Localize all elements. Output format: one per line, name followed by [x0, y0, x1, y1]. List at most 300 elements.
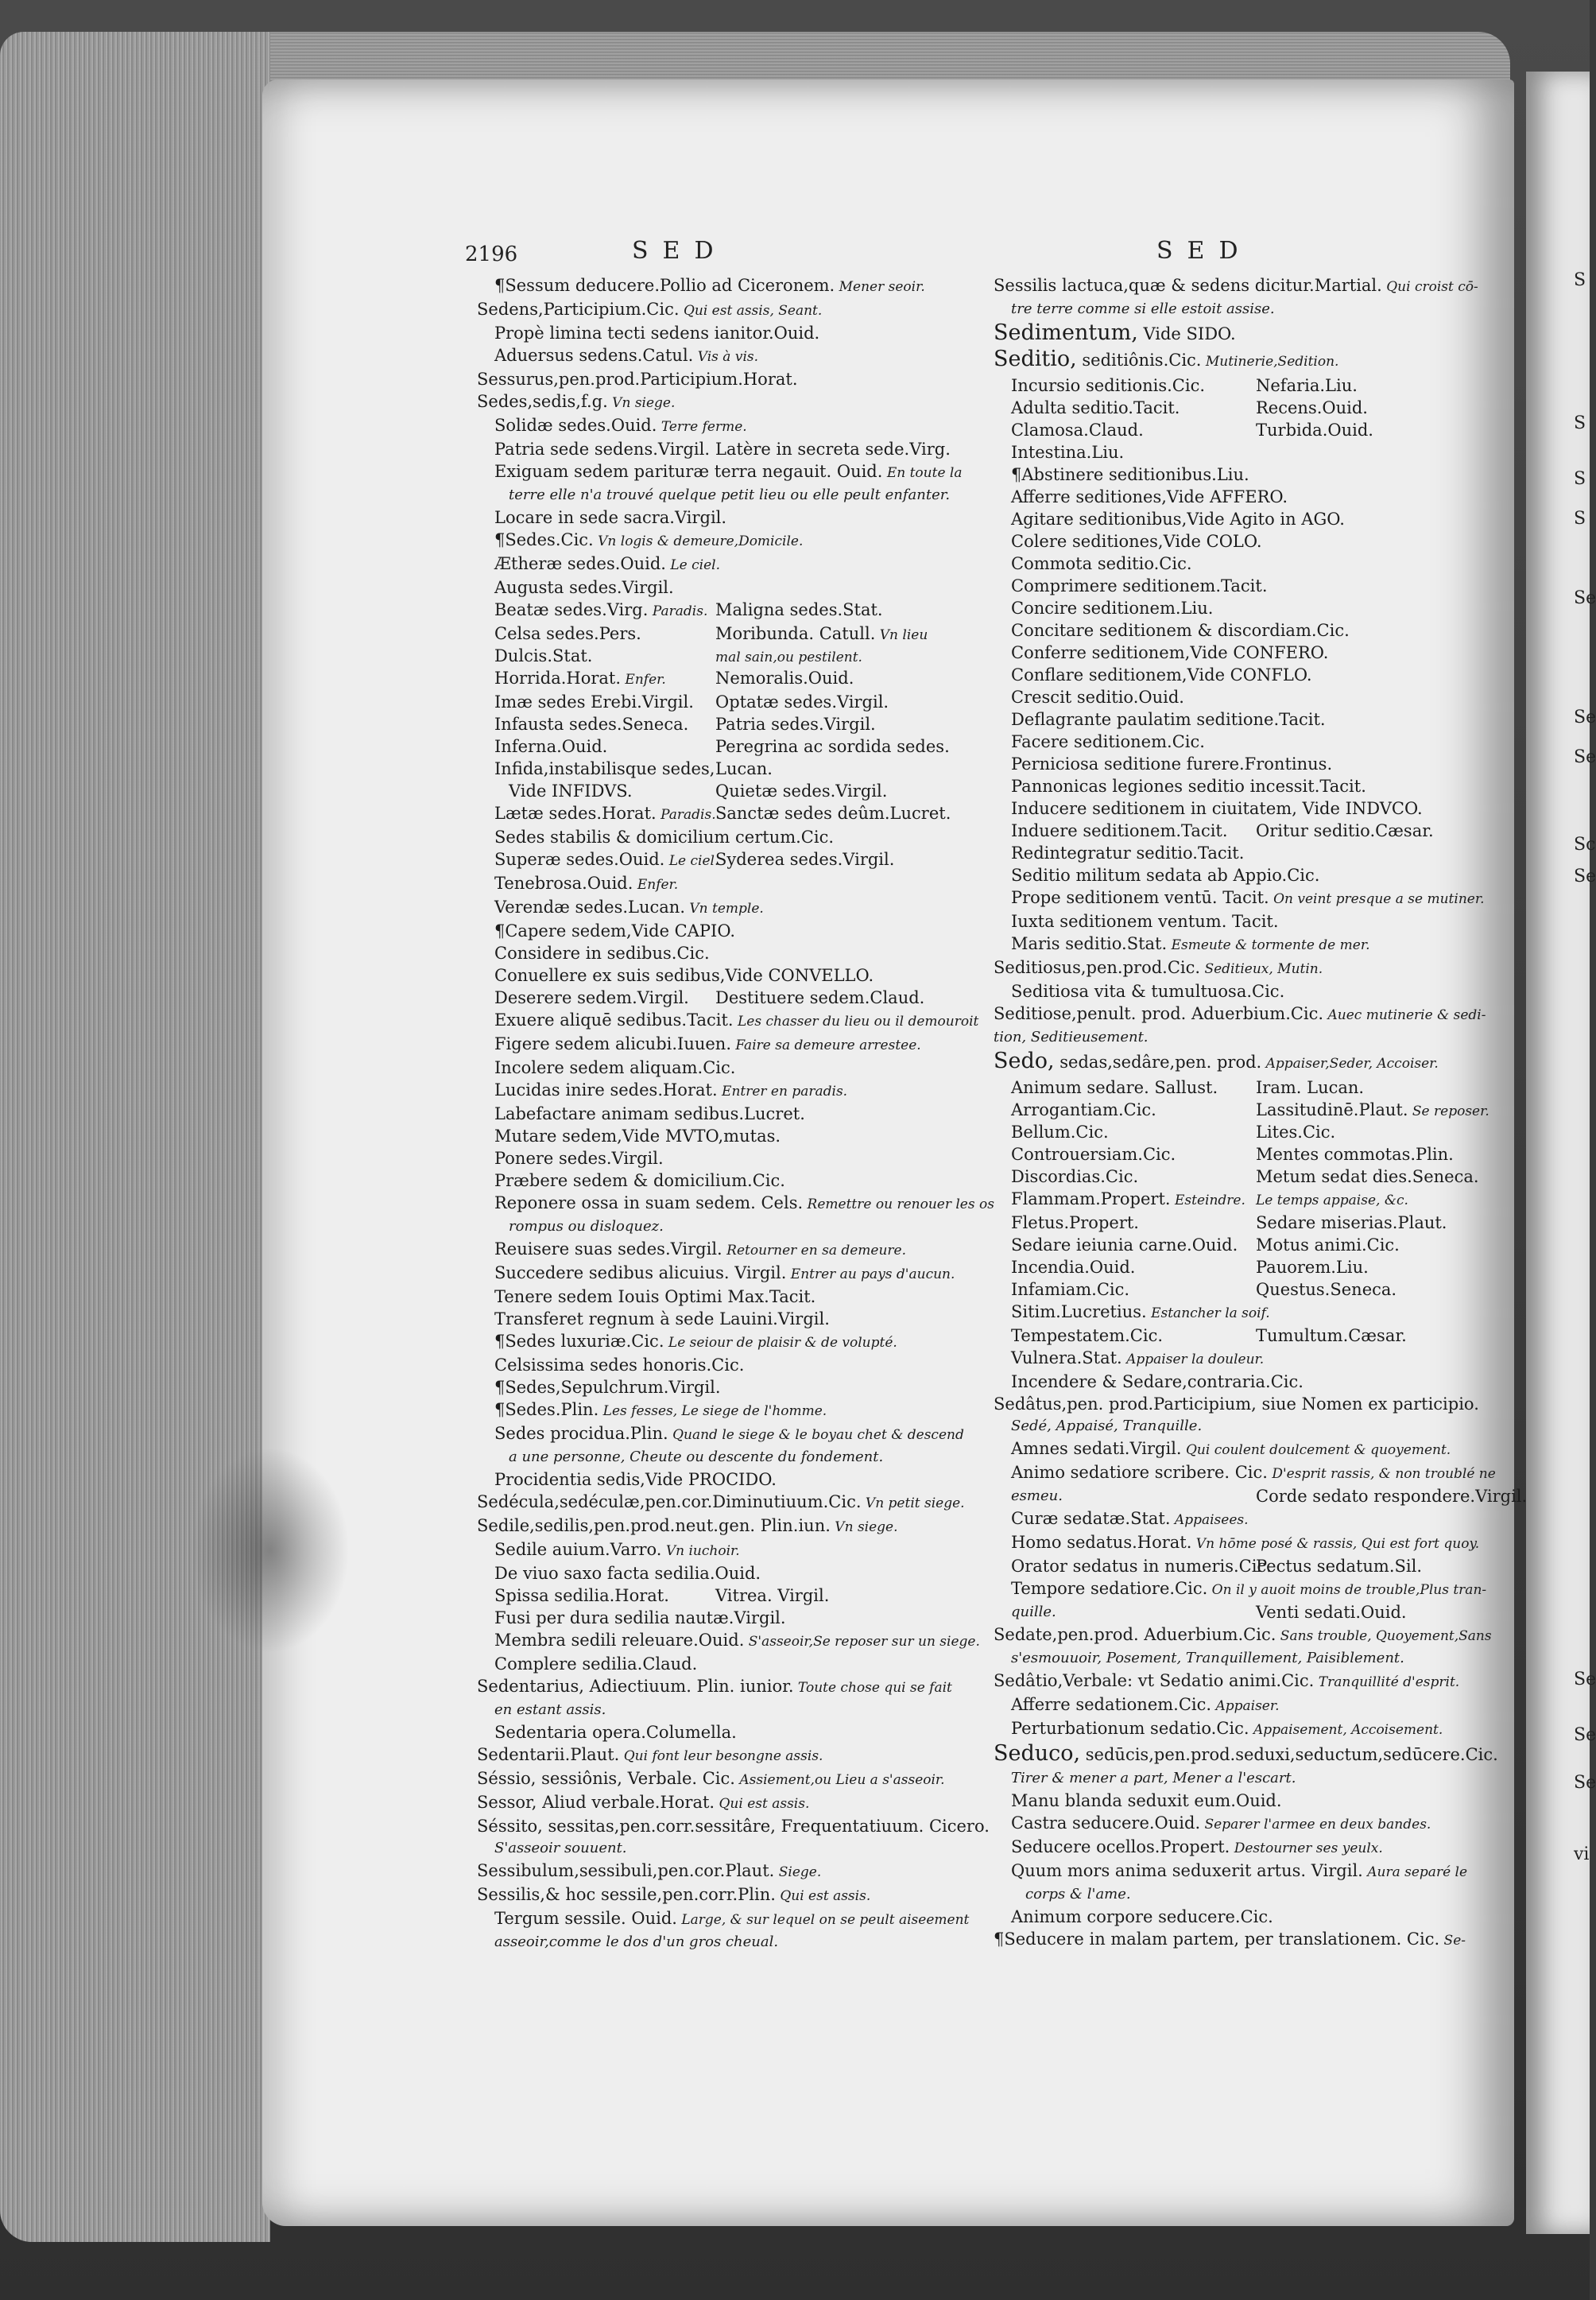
dictionary-entry: [994, 486, 1455, 508]
entry-text: Tempore sedatiore.Cic.: [1011, 1579, 1208, 1598]
french-gloss: Entrer en paradis.: [717, 1084, 848, 1100]
french-gloss: Esteindre.: [1170, 1193, 1245, 1208]
entry-continuation: seditiônis.Cic.: [1076, 351, 1202, 370]
entry-text: Considere in sedibus.Cic.: [494, 944, 710, 963]
entry-text: Sedentaria opera.Columella.: [494, 1723, 737, 1742]
dictionary-entry: [994, 886, 1485, 910]
entry-text: Incendere & Sedare,contraria.Cic.: [1011, 1372, 1304, 1391]
dictionary-entry: [994, 597, 1455, 619]
entry-text: Adulta seditio.Tacit.: [1011, 398, 1180, 417]
dictionary-entry: [994, 1647, 1455, 1670]
entry-text: Sedentarius, Adiectiuum. Plin. iunior.: [477, 1677, 794, 1696]
french-gloss: Aura separé le: [1362, 1864, 1468, 1880]
dictionary-entry: [994, 664, 1455, 686]
entry-text: Redintegratur seditio.Tacit.: [1011, 844, 1245, 863]
french-gloss: Enfer.: [621, 672, 666, 688]
subcolumn-text: Oritur seditio.Cæsar.: [1256, 821, 1434, 840]
subcolumn-text: Nemoralis.Ouid.: [715, 669, 854, 688]
second-subcolumn-entry: [715, 848, 894, 871]
dictionary-entry: [994, 1928, 1466, 1952]
dictionary-entry: [994, 619, 1455, 642]
entry-text: Infamiam.Cic.: [1011, 1280, 1130, 1299]
dictionary-entry: [994, 1143, 1455, 1166]
entry-text: Reponere ossa in suam sedem. Cels.: [494, 1193, 804, 1212]
entry-text: Iuxta seditionem ventum. Tacit.: [1011, 912, 1279, 931]
entry-text: Celsissima sedes honoris.Cic.: [494, 1356, 745, 1375]
entry-text: Intestina.Liu.: [1011, 443, 1125, 462]
french-gloss: Retourner en sa demeure.: [722, 1243, 907, 1259]
entry-text: Séssio, sessiônis, Verbale. Cic.: [477, 1769, 735, 1788]
entry-text: Discordias.Cic.: [1011, 1167, 1139, 1186]
dictionary-entry: [477, 896, 954, 920]
entry-text: Seditio militum sedata ab Appio.Cic.: [1011, 866, 1320, 885]
second-subcolumn-entry: [715, 802, 951, 824]
dictionary-entry: [477, 872, 954, 896]
entry-text: Sedentarii.Plaut.: [477, 1745, 620, 1764]
entry-text: Comprimere seditionem.Tacit.: [1011, 576, 1268, 595]
french-gloss: D'esprit rassis, & non troublé ne: [1267, 1466, 1496, 1482]
entry-text: Tempestatem.Cic.: [1011, 1326, 1163, 1345]
dictionary-entry: [477, 438, 954, 460]
entry-text: ¶Sedes.Plin.: [494, 1400, 599, 1419]
french-gloss: Sans trouble, Quoyement,Sans: [1276, 1628, 1492, 1644]
french-gloss: Enfer.: [633, 877, 679, 893]
dictionary-entry: [994, 575, 1455, 597]
entry-text: Infausta sedes.Seneca.: [494, 715, 689, 734]
entry-text: Incendia.Ouid.: [1011, 1258, 1136, 1277]
french-gloss: Vn hōme posé & rassis, Qui est fort quoy.: [1191, 1536, 1480, 1552]
dictionary-entry: [994, 1003, 1486, 1026]
entry-text: Celsa sedes.Pers.: [494, 624, 641, 643]
facing-page-fragment: Se: [1574, 867, 1596, 886]
entry-text: ¶Seducere in malam partem, per translationem. Cic.: [994, 1930, 1440, 1949]
entry-text: Perturbationum sedatio.Cic.: [1011, 1719, 1249, 1738]
facing-page-fragment: Se: [1574, 747, 1596, 767]
entry-text: Homo sedatus.Horat.: [1011, 1533, 1192, 1552]
dictionary-entry: [994, 1234, 1455, 1256]
dictionary-entry: [477, 1238, 954, 1262]
entry-text: Exiguam sedem parituræ terra negauit. Ouid.: [494, 462, 883, 481]
book-page-edges: [0, 32, 270, 2242]
entry-text: Seditiosa vita & tumultuosa.Cic.: [1011, 982, 1285, 1001]
dictionary-entry: [994, 1790, 1455, 1812]
entry-text: Complere sedilia.Claud.: [494, 1654, 698, 1674]
entry-text: Ætheræ sedes.Ouid.: [494, 554, 666, 573]
entry-text: Manu blanda seduxit eum.Ouid.: [1011, 1791, 1282, 1810]
dictionary-entry: [994, 1461, 1496, 1485]
dictionary-entry: [994, 298, 1455, 320]
dictionary-entry: [477, 735, 954, 758]
entry-text: Augusta sedes.Virgil.: [494, 578, 674, 597]
entry-text: Castra seducere.Ouid.: [1011, 1813, 1201, 1833]
entry-text: Vide INFIDVS.: [509, 782, 633, 801]
dictionary-entry: [477, 691, 954, 713]
subcolumn-text: Recens.Ouid.: [1256, 398, 1368, 417]
entry-text: Sedile,sedilis,pen.prod.neut.gen. Plin.iun.: [477, 1516, 831, 1535]
french-gloss: Toute chose qui se fait: [793, 1680, 952, 1696]
french-gloss: Qui font leur besongne assis.: [619, 1748, 823, 1764]
dictionary-entry: [477, 802, 954, 826]
facing-page-fragment: Se: [1574, 708, 1596, 727]
dictionary-entry: [994, 1278, 1455, 1301]
entry-text: Concitare seditionem & discordiam.Cic.: [1011, 621, 1350, 640]
french-gloss: Vn siege.: [607, 395, 676, 411]
dictionary-entry: [477, 1721, 954, 1743]
subcolumn-text: Destituere sedem.Claud.: [715, 988, 925, 1007]
entry-text: Sedo,: [994, 1049, 1055, 1073]
dictionary-entry: [994, 1555, 1455, 1577]
subcolumn-gloss: Vn lieu: [875, 627, 928, 643]
french-gloss: Faire sa demeure arrestee.: [731, 1038, 921, 1053]
second-subcolumn-entry: [1256, 1278, 1396, 1301]
entry-text: Fusi per dura sedilia nautæ.Virgil.: [494, 1608, 786, 1627]
entry-text: Animo sedatiore scribere. Cic.: [1011, 1463, 1268, 1482]
entry-text: Animum sedare. Sallust.: [1011, 1078, 1218, 1097]
second-subcolumn-entry: [715, 735, 950, 758]
entry-text: Colere seditiones,Vide COLO.: [1011, 532, 1262, 551]
dictionary-entry: [994, 797, 1455, 820]
subcolumn-text: Venti sedati.Ouid.: [1256, 1603, 1407, 1622]
dictionary-entry: [477, 506, 954, 529]
dictionary-entry: [994, 530, 1455, 553]
subcolumn-text: Iram. Lucan.: [1256, 1078, 1365, 1097]
facing-page-fragment: S: [1574, 509, 1586, 529]
entry-text: Reuisere suas sedes.Virgil.: [494, 1239, 722, 1259]
second-subcolumn-entry: [1256, 1166, 1479, 1188]
dictionary-entry: [994, 1883, 1455, 1906]
dictionary-entry: [477, 1192, 994, 1216]
facing-page-fragment: Sc: [1574, 835, 1596, 855]
dictionary-entry: [477, 1607, 954, 1629]
dictionary-entry: [477, 1767, 954, 1791]
entry-text: esmeu.: [1011, 1487, 1063, 1504]
dictionary-entry: [477, 576, 954, 599]
subcolumn-text: Corde sedato respondere.Virgil.: [1256, 1487, 1528, 1506]
dictionary-entry: [994, 1670, 1460, 1693]
dictionary-entry: [477, 274, 954, 298]
entry-text: Dulcis.Stat.: [494, 646, 593, 665]
dictionary-entry: [994, 1049, 1455, 1076]
second-subcolumn-entry: [1256, 1212, 1447, 1234]
dictionary-entry: [477, 1743, 954, 1767]
entry-text: Solidæ sedes.Ouid.: [494, 416, 657, 435]
french-gloss: Qui est assis.: [715, 1796, 810, 1812]
dictionary-entry: [994, 775, 1455, 797]
entry-text: Maris seditio.Stat.: [1011, 934, 1168, 953]
dictionary-entry: [994, 1717, 1455, 1741]
second-subcolumn-entry: [715, 623, 928, 646]
entry-text: Sessilis lactuca,quæ & sedens dicitur.Martial.: [994, 276, 1382, 295]
subcolumn-text: Lucan.: [715, 759, 773, 778]
entry-text: Sedate,pen.prod. Aduerbium.Cic.: [994, 1625, 1276, 1644]
second-subcolumn-entry: [715, 1584, 829, 1607]
entry-text: Conuellere ex suis sedibus,Vide CONVELLO.: [494, 966, 874, 985]
second-subcolumn-entry: [1256, 1076, 1364, 1099]
entry-text: Concire seditionem.Liu.: [1011, 599, 1214, 618]
dictionary-entry: [477, 368, 954, 390]
entry-text: Succedere sedibus alicuius. Virgil.: [494, 1263, 787, 1282]
second-subcolumn-entry: [1256, 1256, 1369, 1278]
entry-text: Controuersiam.Cic.: [1011, 1145, 1176, 1164]
entry-text: Exuere aliquē sedibus.Tacit.: [494, 1010, 734, 1030]
french-gloss: Terre ferme.: [657, 419, 747, 435]
entry-text: Mutare sedem,Vide MVTO,mutas.: [494, 1127, 781, 1146]
dictionary-entry: [994, 1347, 1455, 1371]
second-subcolumn-entry: [1256, 1099, 1489, 1123]
dictionary-entry: [994, 753, 1455, 775]
dictionary-entry: [477, 1354, 954, 1376]
dictionary-entry: [477, 529, 954, 553]
entry-text: Induere seditionem.Tacit.: [1011, 821, 1228, 840]
dictionary-entry: [477, 322, 954, 344]
french-gloss: En toute la: [882, 465, 963, 481]
entry-text: Deserere sedem.Virgil.: [494, 988, 689, 1007]
dictionary-entry: [477, 1675, 954, 1699]
french-gloss: Appaiser la douleur.: [1121, 1352, 1265, 1367]
facing-page-fragment: S: [1574, 270, 1586, 290]
dictionary-entry: [477, 1125, 954, 1147]
subcolumn-text: Quietæ sedes.Virgil.: [715, 782, 888, 801]
dictionary-entry: [994, 1741, 1498, 1767]
dictionary-entry: [477, 1398, 954, 1422]
entry-text: Imæ sedes Erebi.Virgil.: [494, 692, 694, 712]
entry-text: Sedâtio,Verbale: vt Sedatio animi.Cic.: [994, 1671, 1315, 1690]
dictionary-entry: [994, 1507, 1455, 1531]
entry-text: en estant assis.: [494, 1701, 606, 1718]
entry-text: Seducere ocellos.Propert.: [1011, 1837, 1230, 1856]
entry-text: Sedécula,sedéculæ,pen.cor.Diminutiuum.Cic.: [477, 1492, 862, 1511]
dictionary-entry: [477, 414, 954, 438]
entry-text: corps & l'ame.: [1025, 1886, 1131, 1902]
entry-text: terre elle n'a trouvé quelque petit lieu ou elle peult enfanter.: [509, 487, 951, 503]
entry-text: Flammam.Propert.: [1011, 1189, 1171, 1208]
entry-text: Inducere seditionem in ciuitatem, Vide INDVCO.: [1011, 799, 1423, 818]
running-head-right: SED: [1156, 237, 1253, 265]
dictionary-entry: [994, 553, 1455, 575]
entry-text: Sessurus,pen.prod.Participium.Horat.: [477, 370, 798, 389]
dictionary-entry: [477, 1216, 954, 1238]
dictionary-entry: [994, 1906, 1455, 1928]
dictionary-entry: [994, 708, 1455, 731]
second-subcolumn-entry: [715, 645, 862, 669]
entry-text: Sedare ieiunia carne.Ouid.: [1011, 1235, 1238, 1255]
entry-text: Orator sedatus in numeris.Cic.: [1011, 1557, 1272, 1576]
subcolumn-text: Sedare miserias.Plaut.: [1256, 1213, 1447, 1232]
subcolumn-text: Lites.Cic.: [1256, 1123, 1336, 1142]
entry-text: Conflare seditionem,Vide CONFLO.: [1011, 665, 1312, 685]
french-gloss: Qui coulent doulcement & quoyement.: [1181, 1442, 1451, 1458]
second-subcolumn-entry: [1256, 397, 1368, 419]
entry-text: Spissa sedilia.Horat.: [494, 1586, 669, 1605]
dictionary-entry: [477, 599, 954, 623]
dictionary-entry: [477, 645, 954, 667]
dictionary-entry: [477, 920, 954, 942]
french-gloss: Mutinerie,Sedition.: [1201, 354, 1339, 370]
french-gloss: Paradis.: [648, 603, 708, 619]
dictionary-entry: [994, 910, 1455, 933]
dictionary-entry: [994, 1212, 1455, 1234]
entry-text: Sedes procidua.Plin.: [494, 1424, 668, 1443]
dictionary-entry: [994, 864, 1455, 886]
dictionary-entry: [994, 1836, 1455, 1860]
second-subcolumn-entry: [1256, 419, 1373, 441]
dictionary-entry: [994, 956, 1455, 980]
entry-text: Bellum.Cic.: [1011, 1123, 1109, 1142]
entry-text: Agitare seditionibus,Vide Agito in AGO.: [1011, 510, 1345, 529]
second-subcolumn-entry: [715, 758, 773, 780]
entry-text: Seditiose,penult. prod. Aduerbium.Cic.: [994, 1004, 1324, 1023]
second-subcolumn-entry: [1256, 1121, 1335, 1143]
dictionary-entry: [477, 1931, 954, 1953]
facing-page-fragment: Se: [1574, 1725, 1596, 1745]
entry-text: S'asseoir souuent.: [494, 1840, 627, 1856]
facing-page-fragment: vi: [1574, 1844, 1590, 1864]
dictionary-entry: [994, 1301, 1455, 1325]
left-column: [477, 274, 994, 1953]
entry-text: Locare in sede sacra.Virgil.: [494, 508, 727, 527]
french-gloss: Large, & sur lequel on se peult aiseement: [676, 1912, 970, 1928]
dictionary-entry: [477, 848, 954, 872]
dictionary-entry: [994, 1371, 1455, 1393]
entry-text: Deflagrante paulatim seditione.Tacit.: [1011, 710, 1326, 729]
entry-text: Verendæ sedes.Lucan.: [494, 898, 685, 917]
subcolumn-text: Turbida.Ouid.: [1256, 421, 1373, 440]
french-gloss: Le seiour de plaisir & de volupté.: [664, 1335, 897, 1351]
second-subcolumn-entry: [715, 691, 889, 713]
entry-text: Quum mors anima seduxerit artus. Virgil.: [1011, 1861, 1363, 1880]
entry-continuation: sedas,sedâre,pen. prod.: [1054, 1053, 1262, 1072]
subcolumn-text: Tumultum.Cæsar.: [1256, 1326, 1407, 1345]
second-subcolumn-entry: [1256, 374, 1358, 397]
french-gloss: Quand le siege & le boyau chet & descend: [668, 1427, 964, 1443]
french-gloss: Qui croist cō-: [1381, 279, 1478, 295]
entry-text: Arrogantiam.Cic.: [1011, 1100, 1156, 1119]
entry-text: Horrida.Horat.: [494, 669, 622, 688]
dictionary-entry: [477, 344, 954, 368]
subcolumn-text: Pectus sedatum.Sil.: [1256, 1557, 1423, 1576]
entry-text: Lætæ sedes.Horat.: [494, 804, 657, 823]
french-gloss: Appaisement, Accoisement.: [1249, 1722, 1443, 1738]
entry-text: asseoir,comme le dos d'un gros cheual.: [494, 1933, 779, 1950]
dictionary-entry: [477, 1815, 990, 1837]
dictionary-entry: [477, 667, 954, 691]
entry-text: Lucidas inire sedes.Horat.: [494, 1080, 718, 1100]
dictionary-entry: [994, 1860, 1468, 1883]
subcolumn-gloss: mal sain,ou pestilent.: [715, 650, 862, 665]
french-gloss: Les fesses, Le siege de l'homme.: [598, 1403, 827, 1419]
french-gloss: Mener seoir.: [835, 279, 925, 295]
dictionary-entry: [994, 1026, 1455, 1049]
entry-text: Animum corpore seducere.Cic.: [1011, 1907, 1273, 1926]
dictionary-entry: [994, 686, 1455, 708]
french-gloss: Separer l'armee en deux bandes.: [1200, 1817, 1431, 1833]
dictionary-entry: [994, 980, 1455, 1003]
french-gloss: Qui est assis.: [775, 1888, 871, 1904]
french-gloss: On il y auoit moins de trouble,Plus tran-: [1207, 1582, 1487, 1598]
dictionary-entry: [994, 1415, 1455, 1437]
entry-text: Sedile auium.Varro.: [494, 1540, 662, 1559]
subcolumn-text: Motus animi.Cic.: [1256, 1235, 1400, 1255]
dictionary-entry: [477, 1033, 954, 1057]
french-gloss: Se-: [1439, 1933, 1466, 1949]
entry-text: De viuo saxo facta sedilia.Ouid.: [494, 1564, 761, 1583]
dictionary-entry: [994, 1437, 1455, 1461]
dictionary-entry: [994, 347, 1455, 374]
dictionary-entry: [994, 441, 1455, 463]
french-gloss: Vn iuchoir.: [661, 1543, 740, 1559]
entry-text: Vulnera.Stat.: [1011, 1348, 1122, 1367]
dictionary-entry: [477, 1079, 954, 1103]
entry-text: a une personne, Cheute ou descente du fondement.: [509, 1449, 884, 1465]
running-head-left: SED: [632, 237, 728, 265]
entry-text: Membra sedili releuare.Ouid.: [494, 1631, 745, 1650]
french-gloss: Entrer au pays d'aucun.: [786, 1266, 955, 1282]
dictionary-entry: [477, 1057, 954, 1079]
subcolumn-text: Syderea sedes.Virgil.: [715, 850, 895, 869]
dictionary-entry: [994, 320, 1455, 347]
entry-text: Infida,instabilisque sedes,: [494, 759, 715, 778]
dictionary-entry: [477, 1584, 954, 1607]
subcolumn-gloss: Se reposer.: [1408, 1103, 1489, 1119]
french-gloss: Vn siege.: [830, 1519, 898, 1535]
dictionary-entry: [477, 780, 954, 802]
dictionary-entry: [994, 820, 1455, 842]
dictionary-entry: [994, 1325, 1455, 1347]
dictionary-entry: [994, 419, 1455, 441]
second-subcolumn-entry: [715, 667, 854, 689]
second-subcolumn-entry: [1256, 1325, 1407, 1347]
french-gloss: Vis à vis.: [693, 349, 759, 365]
second-subcolumn-entry: [1256, 820, 1434, 842]
entry-text: Amnes sedati.Virgil.: [1011, 1439, 1182, 1458]
entry-text: Sedes stabilis & domicilium certum.Cic.: [494, 828, 835, 847]
french-gloss: Le ciel.: [665, 557, 720, 573]
entry-text: Procidentia sedis,Vide PROCIDO.: [494, 1470, 777, 1489]
entry-text: Sedé, Appaisé, Tranquille.: [1011, 1418, 1203, 1434]
page-stain: [191, 1447, 350, 1654]
dictionary-entry: [994, 1166, 1479, 1188]
entry-text: Seditiosus,pen.prod.Cic.: [994, 958, 1201, 977]
dictionary-entry: [477, 1308, 954, 1330]
dictionary-entry: [477, 1286, 954, 1308]
page-number: 2196: [465, 242, 518, 266]
dictionary-entry: [477, 390, 954, 414]
second-subcolumn-entry: [715, 599, 883, 621]
subcolumn-text: Nefaria.Liu.: [1256, 376, 1358, 395]
french-gloss: Assiement,ou Lieu a s'asseoir.: [734, 1772, 945, 1788]
second-subcolumn-entry: [1256, 1234, 1400, 1256]
entry-text: Facere seditionem.Cic.: [1011, 732, 1205, 751]
entry-text: Pannonicas legiones seditio incessit.Tacit.: [1011, 777, 1366, 796]
dictionary-entry: [477, 758, 954, 780]
entry-text: Beatæ sedes.Virg.: [494, 600, 649, 619]
subcolumn-text: Mentes commotas.Plin.: [1256, 1145, 1454, 1164]
facing-page-fragment: Se: [1574, 1773, 1596, 1793]
entry-text: Sedâtus,pen. prod.Participium, siue Nomen ex participio.: [994, 1394, 1479, 1414]
entry-text: Commota seditio.Cic.: [1011, 554, 1192, 573]
entry-text: Præbere sedem & domicilium.Cic.: [494, 1171, 785, 1190]
entry-text: Sessor, Aliud verbale.Horat.: [477, 1793, 715, 1812]
entry-text: Sedens,Participium.Cic.: [477, 300, 680, 319]
subcolumn-text: Maligna sedes.Stat.: [715, 600, 883, 619]
dictionary-entry: [994, 1767, 1455, 1790]
subcolumn-text: Patria sedes.Virgil.: [715, 715, 876, 734]
second-subcolumn-entry: [715, 438, 951, 460]
facing-page-fragment: S: [1574, 469, 1586, 489]
subcolumn-text: Latère in secreta sede.Virg.: [715, 440, 951, 459]
entry-text: s'esmouuoir, Posement, Tranquillement, Paisiblement.: [1011, 1650, 1404, 1666]
subcolumn-text: Metum sedat dies.Seneca.: [1256, 1167, 1479, 1186]
